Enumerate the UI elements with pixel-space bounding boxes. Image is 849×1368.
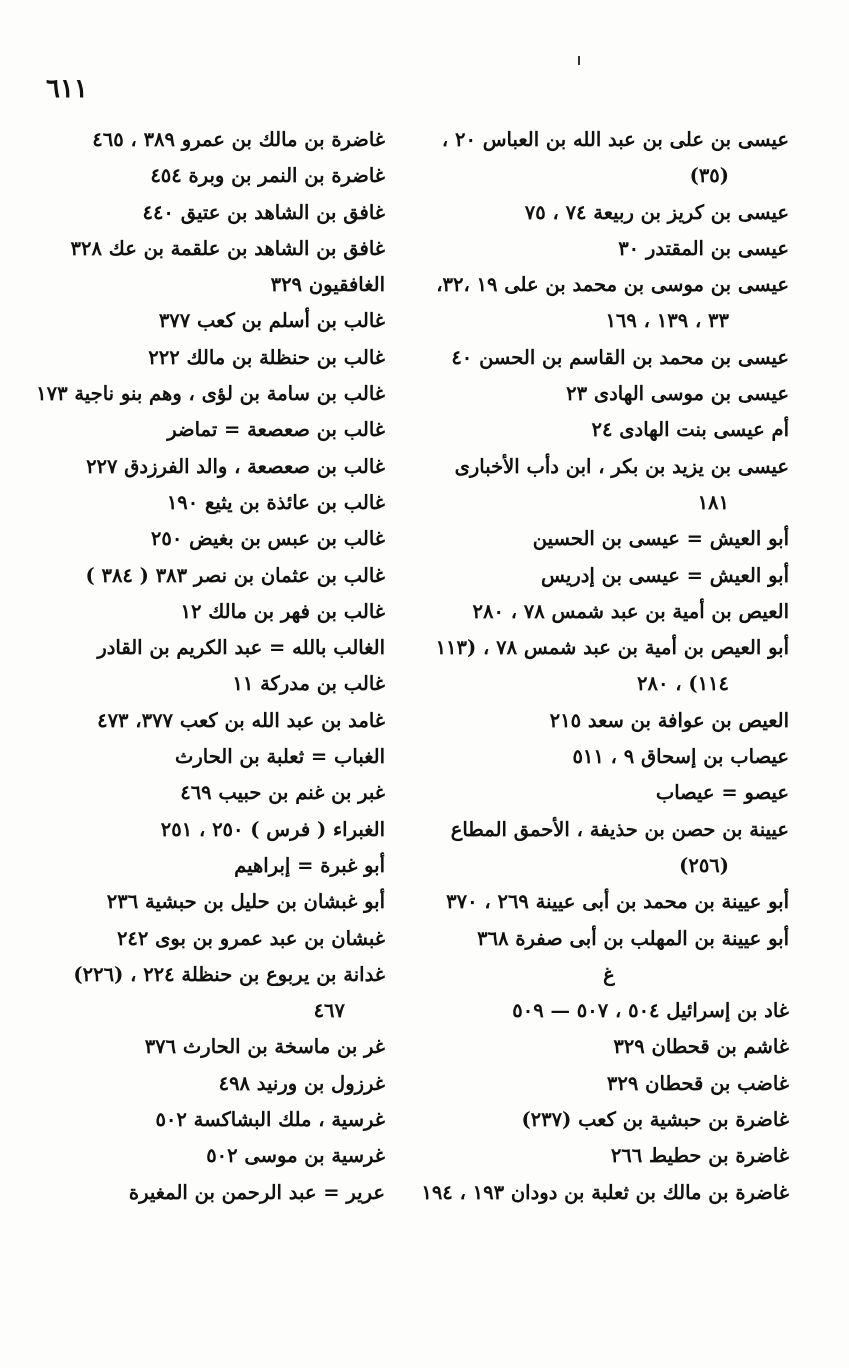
index-entry: أبو العيش = عيسى بن إدريس <box>541 563 789 587</box>
index-column-left <box>25 122 385 1211</box>
index-entry: غاضرة بن مالك بن ثعلبة بن دودان ١٩٣ ، ١٩٤ <box>421 1180 789 1204</box>
index-entry: غبشان بن عبد عمرو بن بوى ٢٤٢ <box>116 926 385 950</box>
section-letter-heading: غ <box>603 962 615 986</box>
index-entry: غالب بن عائذة بن يثيع ١٩٠ <box>166 490 385 514</box>
index-entry: غافق بن الشاهد بن عتيق ٤٤٠ <box>142 200 385 224</box>
index-entry: غاضب بن قحطان ٣٢٩ <box>606 1071 789 1095</box>
index-entry: أبو العيش = عيسى بن الحسين <box>532 527 789 551</box>
index-entry: أبو العيص بن أمية بن عبد شمس ٧٨ ، (١١٣ <box>435 636 789 660</box>
index-entry: غالب بن صعصعة ، والد الفرزدق ٢٢٧ <box>86 454 385 478</box>
index-entry: غالب بن عبس بن بغيض ٢٥٠ <box>150 527 385 551</box>
index-entry: العيص بن عوافة بن سعد ٢١٥ <box>549 708 789 732</box>
index-entry: أبو عيينة بن محمد بن أبى عيينة ٢٦٩ ، ٣٧٠ <box>446 890 789 914</box>
index-entry: غاد بن إسرائيل ٥٠٤ ، ٥٠٧ — ٥٠٩ <box>512 999 789 1023</box>
top-mark <box>578 56 580 65</box>
index-entry: غرسية بن موسى ٥٠٢ <box>206 1144 385 1168</box>
index-entry: غالب بن مدركة ١١ <box>232 672 385 696</box>
index-entry-continuation: ١١٤) ، ٢٨٠ <box>637 672 729 696</box>
index-entry: غالب بن حنظلة بن مالك ٢٢٢ <box>148 345 385 369</box>
index-entry: عيينة بن حصن بن حذيفة ، الأحمق المطاع <box>450 817 789 841</box>
index-entry: غافق بن الشاهد بن علقمة بن عك ٣٢٨ <box>70 236 385 260</box>
index-entry-continuation: (٣٥) <box>689 164 729 188</box>
index-entry-continuation: (٢٥٦) <box>679 853 729 877</box>
index-entry: غاضرة بن مالك بن عمرو ٣٨٩ ، ٤٦٥ <box>92 128 385 151</box>
index-entry: عيسى بن المقتدر ٣٠ <box>618 236 789 260</box>
index-entry: غاضرة بن النمر بن وبرة ٤٥٤ <box>150 164 385 188</box>
index-entry: أبو غبشان بن حليل بن حبشية ٢٣٦ <box>106 890 385 914</box>
index-entry: غالب بن صعصعة = تماضر <box>167 418 385 442</box>
index-entry: غرزول بن ورنيد ٤٩٨ <box>218 1071 385 1095</box>
index-entry: عيصو = عيصاب <box>655 781 789 805</box>
index-entry: غامد بن عبد الله بن كعب ٣٧٧، ٤٧٣ <box>97 708 385 732</box>
index-entry: غالب بن عثمان بن نصر ٣٨٣ ( ٣٨٤ ) <box>85 563 385 587</box>
index-entry: الغبراء ( فرس ) ٢٥٠ ، ٢٥١ <box>160 817 385 841</box>
index-entry: عيصاب بن إسحاق ٩ ، ٥١١ <box>572 745 789 769</box>
index-entry: غدانة بن يربوع بن حنظلة ٢٢٤ ، (٢٢٦) <box>73 962 385 986</box>
page-number: ٦١١ <box>46 74 88 104</box>
index-entry-continuation: ٣٣ ، ١٣٩ ، ١٦٩ <box>605 309 729 333</box>
index-entry: عيسى بن يزيد بن بكر ، ابن دأب الأخبارى <box>454 454 789 478</box>
index-entry: عيسى بن محمد بن القاسم بن الحسن ٤٠ <box>451 345 789 369</box>
index-entry: عيسى بن موسى الهادى ٢٣ <box>566 382 789 406</box>
index-entry: عيسى بن كريز بن ربيعة ٧٤ ، ٧٥ <box>524 200 789 224</box>
index-entry: العيص بن أمية بن عبد شمس ٧٨ ، ٢٨٠ <box>472 599 789 623</box>
index-entry: أم عيسى بنت الهادى ٢٤ <box>591 418 789 442</box>
index-entry: الغباب = ثعلبة بن الحارث <box>174 745 385 769</box>
index-entry: غر بن ماسخة بن الحارث ٣٧٦ <box>144 1035 385 1059</box>
index-entry: عيسى بن موسى بن محمد بن على ١٩ ،٣٢، <box>436 273 789 297</box>
index-entry: غرسية ، ملك البشاكسة ٥٠٢ <box>155 1108 385 1132</box>
index-entry: عرير = عبد الرحمن بن المغيرة <box>128 1180 385 1204</box>
index-entry: أبو عيينة بن المهلب بن أبى صفرة ٣٦٨ <box>477 926 789 950</box>
index-entry: غاضرة بن حبشية بن كعب (٢٣٧) <box>521 1108 789 1132</box>
index-column-right <box>421 122 789 1211</box>
index-entry: عيسى بن على بن عبد الله بن العباس ٢٠ ، <box>441 128 789 151</box>
index-entry: أبو غبرة = إبراهيم <box>234 853 385 877</box>
index-entry: غبر بن غنم بن حبيب ٤٦٩ <box>180 781 385 805</box>
index-entry: غالب بن فهر بن مالك ١٢ <box>180 599 385 623</box>
index-entry: غاضرة بن حطيط ٢٦٦ <box>610 1144 789 1168</box>
index-entry: غالب بن أسلم بن كعب ٣٧٧ <box>158 309 385 333</box>
index-entry: الغافقيون ٣٢٩ <box>270 273 385 297</box>
index-entry-continuation: ٤٦٧ <box>313 999 345 1023</box>
index-entry: الغالب بالله = عبد الكريم بن القادر <box>97 636 385 660</box>
index-entry: غاشم بن قحطان ٣٢٩ <box>613 1035 789 1059</box>
index-entry: غالب بن سامة بن لؤى ، وهم بنو ناجية ١٧٣ <box>36 382 385 406</box>
index-entry-continuation: ١٨١ <box>697 490 729 514</box>
